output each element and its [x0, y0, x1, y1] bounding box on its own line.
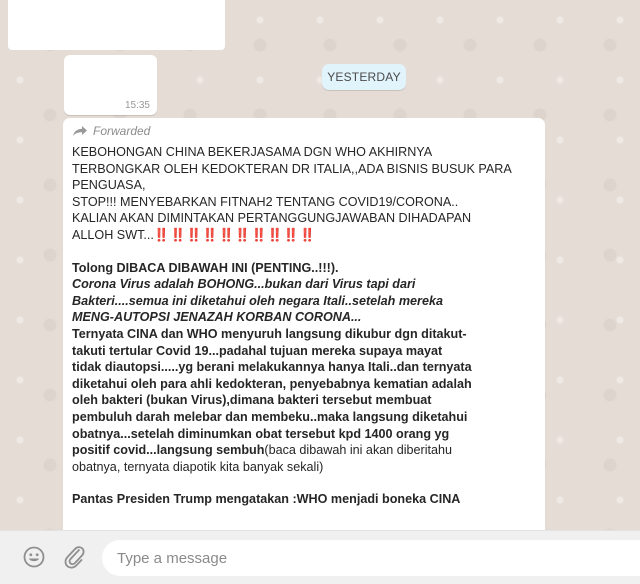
message-line-bold: takuti tertular Covid 19...padahal tujuan mereka supaya mayat — [72, 343, 443, 358]
message-line-bold: pembuluh darah melebar dan membeku..maka langsung diketahui — [72, 409, 468, 424]
attach-paperclip-icon[interactable] — [62, 544, 86, 570]
message-line-bold: diketahui oleh para ahli kedokteran, penyebabnya kematian adalah — [72, 376, 472, 391]
message-line: KALIAN AKAN DIMINTAKAN PERTANGGUNGJAWABAN DIHADAPAN — [72, 211, 472, 226]
forwarded-label: Forwarded — [93, 124, 151, 138]
double-exclamation-emojis: ‼️‼️‼️‼️‼️‼️‼️‼️‼️‼️ — [153, 227, 316, 242]
message-text — [72, 144, 534, 508]
message-line-bold: tidak diautopsi.....yg berani melakukannya hanya Itali..dan ternyata — [72, 360, 472, 375]
previous-message-bubble[interactable] — [64, 55, 157, 115]
message-line: TERBONGKAR OLEH KEDOKTERAN DR ITALIA,,ADA BISNIS BUSUK PARA — [72, 161, 512, 176]
forward-arrow-icon — [72, 125, 88, 137]
message-line-italic: MENG-AUTOPSI JENAZAH KORBAN CORONA... — [72, 310, 362, 325]
forwarded-message-bubble[interactable] — [63, 118, 545, 530]
message-line-bold: obatnya...setelah diminumkan obat tersebut kpd 1400 orang yg — [72, 426, 450, 441]
message-line: obatnya, ternyata diapotik kita banyak sekali) — [72, 459, 324, 474]
forwarded-indicator — [72, 124, 150, 138]
message-line-text: ALLOH SWT... — [72, 227, 154, 242]
message-line-bold: positif covid...langsung sembuh — [72, 443, 265, 458]
message-line-italic: Corona Virus adalah BOHONG...bukan dari Virus tapi dari — [72, 277, 416, 292]
message-line — [72, 442, 534, 459]
message-line — [72, 227, 534, 244]
message-line: STOP!!! MENYEBARKAN FITNAH2 TENTANG COVID19/CORONA.. — [72, 194, 459, 209]
message-line-bold: Ternyata CINA dan WHO menyuruh langsung dikubur dgn ditakut- — [72, 326, 467, 341]
previous-message-fragment — [8, 0, 225, 50]
message-input[interactable] — [102, 540, 640, 576]
date-divider: YESTERDAY — [322, 64, 406, 90]
message-composer — [0, 530, 640, 584]
message-line-bold: oleh bakteri (bukan Virus),dimana bakteri tersebut membuat — [72, 393, 432, 408]
message-line-italic: Bakteri....semua ini diketahui oleh negara Itali..setelah mereka — [72, 293, 443, 308]
emoji-icon[interactable] — [22, 545, 46, 569]
message-line-plain: (baca dibawah ini akan diberitahu — [264, 443, 453, 458]
message-heading: Tolong DIBACA DIBAWAH INI (PENTING..!!!). — [72, 260, 339, 275]
message-line: PENGUASA, — [72, 178, 146, 193]
message-line-bold: Pantas Presiden Trump mengatakan :WHO menjadi boneka CINA — [72, 492, 461, 507]
message-line: KEBOHONGAN CHINA BEKERJASAMA DGN WHO AKHIRNYA — [72, 145, 433, 159]
message-time: 15:35 — [124, 100, 150, 111]
